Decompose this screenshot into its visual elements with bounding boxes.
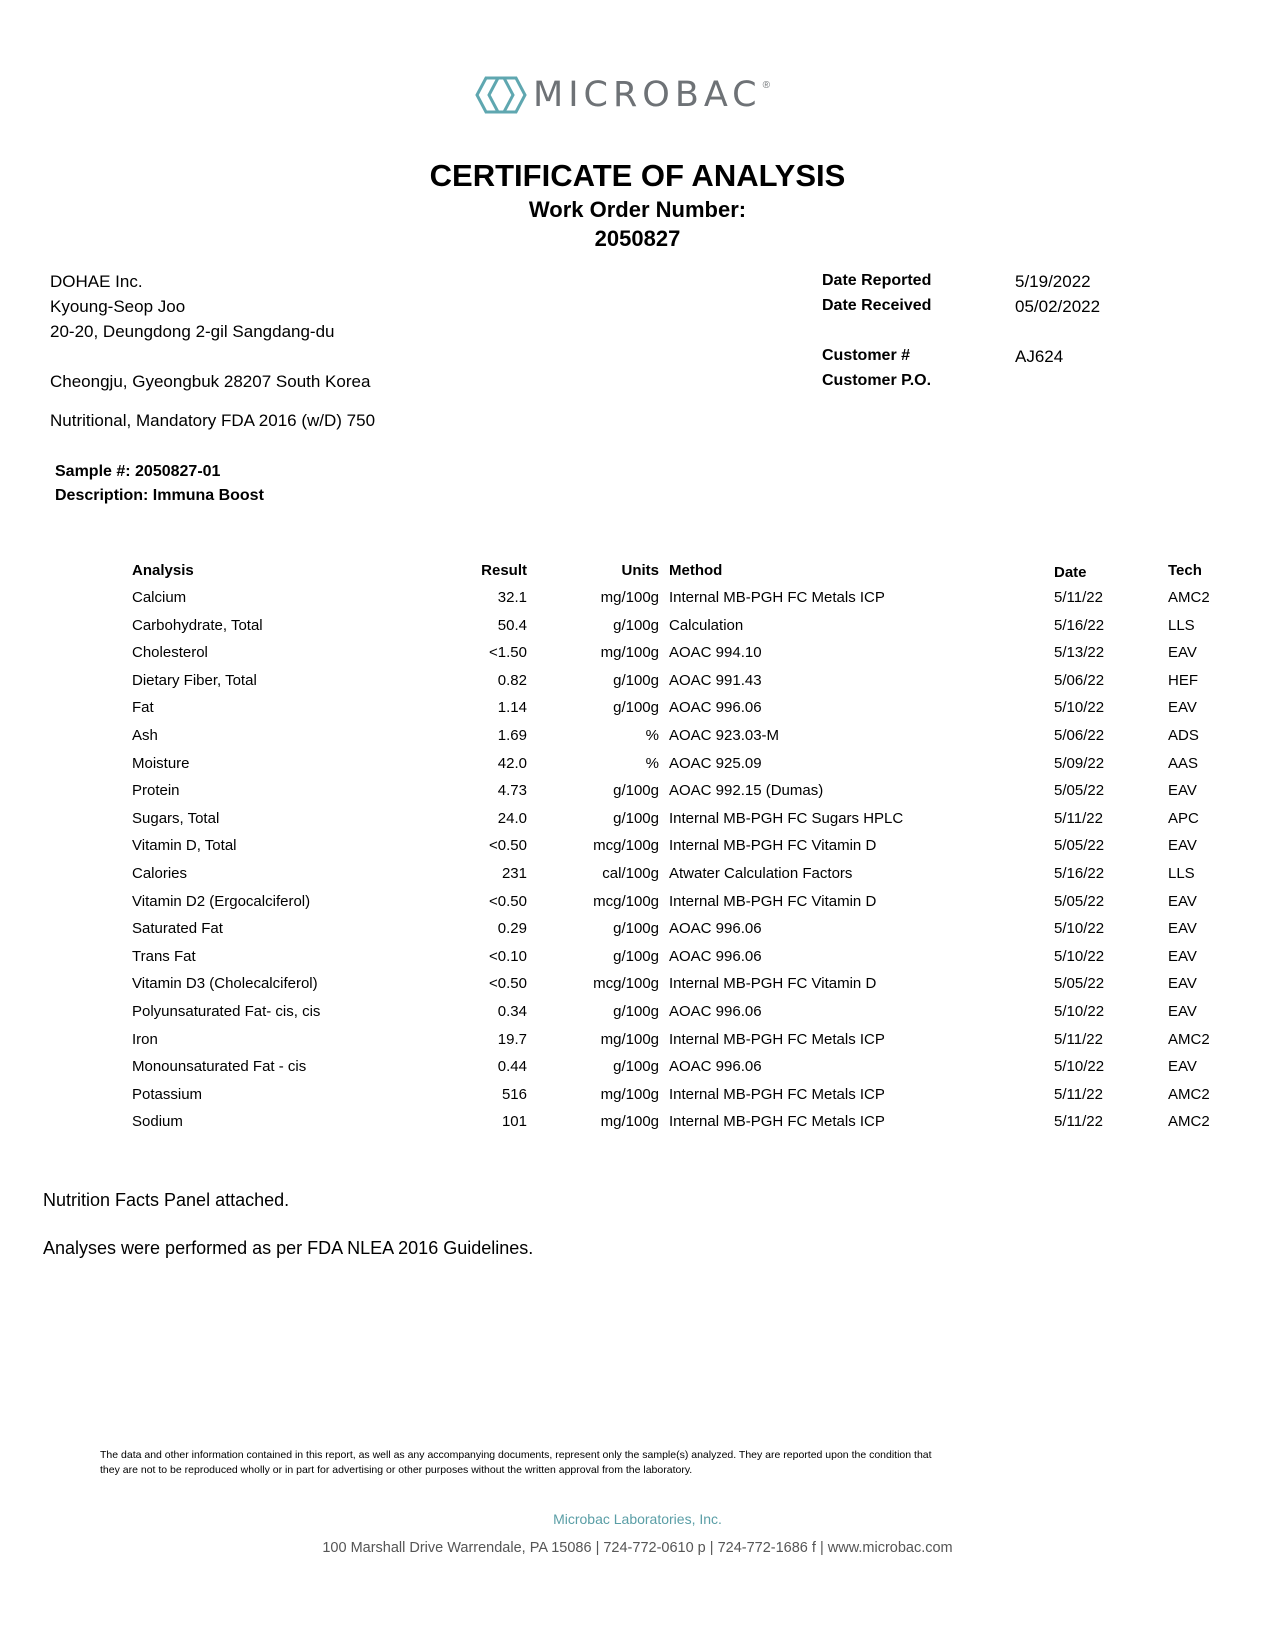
customer-street: 20-20, Deungdong 2-gil Sangdang-du <box>50 322 335 341</box>
cell-tech: EAV <box>1168 782 1197 800</box>
cell-units: g/100g <box>613 699 659 717</box>
note-nutrition-panel: Nutrition Facts Panel attached. <box>43 1190 290 1210</box>
cell-tech: EAV <box>1168 1058 1197 1076</box>
date-reported-value: 5/19/2022 <box>1015 272 1091 291</box>
cell-units: mg/100g <box>600 1030 659 1048</box>
cell-method: Internal MB-PGH FC Vitamin D <box>669 837 877 855</box>
cell-result: 231 <box>501 864 527 882</box>
cell-date: 5/11/22 <box>1054 1030 1103 1048</box>
cell-result: 0.34 <box>497 1002 527 1020</box>
cell-date: 5/10/22 <box>1054 1002 1105 1020</box>
cell-tech: LLS <box>1168 864 1195 882</box>
cell-analysis: Iron <box>132 1030 158 1048</box>
cell-date: 5/05/22 <box>1054 892 1105 910</box>
cell-result: <0.50 <box>489 892 527 910</box>
cell-analysis: Trans Fat <box>132 947 196 965</box>
cell-result: 50.4 <box>497 616 527 634</box>
cell-method: AOAC 994.10 <box>669 644 762 662</box>
cell-result: 101 <box>501 1113 527 1131</box>
cell-tech: EAV <box>1168 920 1197 938</box>
footer-address: 100 Marshall Drive Warrendale, PA 15086 | 724-772-0610 p | 724-772-1686 f | www.microbac.com <box>322 1540 953 1556</box>
cell-analysis: Monounsaturated Fat - cis <box>132 1058 307 1076</box>
cell-analysis: Carbohydrate, Total <box>132 616 263 634</box>
header-date: Date <box>1054 564 1087 581</box>
cell-units: mcg/100g <box>593 837 659 855</box>
cell-analysis: Vitamin D3 (Cholecalciferol) <box>132 975 318 993</box>
cell-analysis: Protein <box>132 782 180 800</box>
cell-analysis: Sugars, Total <box>132 809 220 827</box>
cell-date: 5/10/22 <box>1054 699 1105 717</box>
sample-description: Description: Immuna Boost <box>55 487 264 504</box>
cell-method: AOAC 923.03-M <box>669 726 780 744</box>
cell-analysis: Vitamin D, Total <box>132 837 237 855</box>
cell-method: AOAC 996.06 <box>669 1058 762 1076</box>
sample-number: Sample #: 2050827-01 <box>55 463 221 480</box>
cell-units: cal/100g <box>602 864 659 882</box>
cell-result: <0.50 <box>489 975 527 993</box>
cell-result: 1.69 <box>497 726 527 744</box>
cell-tech: APC <box>1168 809 1199 827</box>
cell-analysis: Sodium <box>132 1113 183 1131</box>
note-guidelines: Analyses were performed as per FDA NLEA 2016 Guidelines. <box>43 1238 534 1258</box>
cell-tech: EAV <box>1168 892 1197 910</box>
cell-date: 5/10/22 <box>1054 947 1105 965</box>
cell-method: AOAC 991.43 <box>669 671 762 689</box>
cell-date: 5/05/22 <box>1054 782 1105 800</box>
customer-contact: Kyoung-Seop Joo <box>50 297 186 316</box>
cell-tech: HEF <box>1168 671 1198 689</box>
cell-units: g/100g <box>613 947 659 965</box>
cell-result: 516 <box>501 1085 527 1103</box>
cell-units: g/100g <box>613 920 659 938</box>
cell-analysis: Vitamin D2 (Ergocalciferol) <box>132 892 311 910</box>
cell-date: 5/10/22 <box>1054 920 1105 938</box>
cell-date: 5/09/22 <box>1054 754 1105 772</box>
cell-units: g/100g <box>613 616 659 634</box>
cell-date: 5/10/22 <box>1054 1058 1105 1076</box>
cell-date: 5/11/22 <box>1054 809 1103 827</box>
cell-analysis: Potassium <box>132 1085 203 1103</box>
cell-analysis: Ash <box>132 726 158 744</box>
cell-units: mcg/100g <box>593 975 659 993</box>
microbac-logo <box>475 74 770 116</box>
cell-result: <1.50 <box>489 644 527 662</box>
cell-analysis: Saturated Fat <box>132 920 223 938</box>
cell-analysis: Fat <box>132 699 154 717</box>
work-order-label: Work Order Number: <box>528 197 747 222</box>
cell-method: Atwater Calculation Factors <box>669 864 853 882</box>
cell-date: 5/13/22 <box>1054 644 1105 662</box>
cell-tech: AMC2 <box>1168 1030 1210 1048</box>
cell-units: mcg/100g <box>593 892 659 910</box>
cell-method: AOAC 996.06 <box>669 947 762 965</box>
date-received-value: 05/02/2022 <box>1015 297 1101 316</box>
cell-units: g/100g <box>613 1058 659 1076</box>
document-title: CERTIFICATE OF ANALYSIS <box>429 158 846 193</box>
cell-method: AOAC 996.06 <box>669 920 762 938</box>
cell-result: 0.44 <box>497 1058 527 1076</box>
header-units: Units <box>621 562 659 579</box>
cell-analysis: Cholesterol <box>132 644 208 662</box>
cell-units: mg/100g <box>600 1113 659 1131</box>
registered-mark: ® <box>762 80 770 91</box>
cell-date: 5/06/22 <box>1054 726 1105 744</box>
cell-analysis: Calcium <box>132 589 187 606</box>
cell-tech: EAV <box>1168 1002 1197 1020</box>
cell-analysis: Dietary Fiber, Total <box>132 671 257 689</box>
header-analysis: Analysis <box>132 562 194 579</box>
cell-tech: EAV <box>1168 947 1197 965</box>
cell-result: 42.0 <box>497 754 527 772</box>
cell-method: Internal MB-PGH FC Sugars HPLC <box>669 809 904 827</box>
customer-city: Cheongju, Gyeongbuk 28207 South Korea <box>50 372 371 391</box>
date-reported-label: Date Reported <box>822 272 932 289</box>
product-line: Nutritional, Mandatory FDA 2016 (w/D) 750 <box>50 411 376 430</box>
cell-date: 5/16/22 <box>1054 864 1105 882</box>
cell-method: Internal MB-PGH FC Vitamin D <box>669 892 877 910</box>
cell-units: % <box>645 754 659 772</box>
customer-number-value: AJ624 <box>1015 347 1064 366</box>
cell-result: <0.10 <box>489 947 527 965</box>
cell-date: 5/05/22 <box>1054 975 1105 993</box>
cell-tech: ADS <box>1168 726 1199 744</box>
date-received-label: Date Received <box>822 297 932 314</box>
cell-tech: AAS <box>1168 754 1199 772</box>
cell-method: AOAC 992.15 (Dumas) <box>669 782 824 800</box>
header-method: Method <box>669 562 723 579</box>
cell-date: 5/11/22 <box>1054 589 1103 606</box>
customer-company: DOHAE Inc. <box>50 272 143 291</box>
cell-units: g/100g <box>613 782 659 800</box>
cell-analysis: Polyunsaturated Fat- cis, cis <box>132 1002 321 1020</box>
cell-result: 19.7 <box>497 1030 527 1048</box>
cell-tech: LLS <box>1168 616 1195 634</box>
cell-method: Internal MB-PGH FC Metals ICP <box>669 1030 885 1048</box>
cell-result: 4.73 <box>497 782 527 800</box>
cell-units: mg/100g <box>600 1085 659 1103</box>
cell-result: 1.14 <box>497 699 527 717</box>
header-tech: Tech <box>1168 562 1202 579</box>
cell-method: AOAC 996.06 <box>669 699 762 717</box>
cell-analysis: Calories <box>132 864 188 882</box>
cell-date: 5/05/22 <box>1054 837 1105 855</box>
cell-result: 24.0 <box>497 809 527 827</box>
cell-units: % <box>645 726 659 744</box>
cell-date: 5/11/22 <box>1054 1085 1103 1103</box>
cell-units: g/100g <box>613 809 659 827</box>
customer-po-label: Customer P.O. <box>822 372 932 389</box>
cell-tech: EAV <box>1168 975 1197 993</box>
header-result: Result <box>481 562 527 579</box>
cell-tech: EAV <box>1168 837 1197 855</box>
cell-method: Calculation <box>669 616 744 634</box>
cell-units: mg/100g <box>600 644 659 662</box>
cell-analysis: Moisture <box>132 754 190 772</box>
disclaimer: The data and other information contained in this report, as well as any accompanying documents, represent only the sample(s) analyzed. They are reported upon the condition that they are not to be reproduced wholly or in part for advertising or other purposes without the written approval from the laboratory. <box>100 1449 932 1476</box>
cell-method: Internal MB-PGH FC Metals ICP <box>669 1113 885 1131</box>
customer-number-label: Customer # <box>822 347 911 364</box>
cell-units: g/100g <box>613 671 659 689</box>
cell-method: Internal MB-PGH FC Metals ICP <box>669 1085 885 1103</box>
cell-method: Internal MB-PGH FC Vitamin D <box>669 975 877 993</box>
cell-result: 0.82 <box>497 671 527 689</box>
cell-result: <0.50 <box>489 837 527 855</box>
work-order-number: 2050827 <box>594 226 681 251</box>
cell-date: 5/16/22 <box>1054 616 1105 634</box>
footer-company: Microbac Laboratories, Inc. <box>553 1511 722 1527</box>
cell-tech: AMC2 <box>1168 589 1210 606</box>
cell-result: 0.29 <box>497 920 527 938</box>
cell-method: Internal MB-PGH FC Metals ICP <box>669 589 885 606</box>
cell-tech: AMC2 <box>1168 1085 1210 1103</box>
cell-units: g/100g <box>613 1002 659 1020</box>
cell-units: mg/100g <box>600 589 659 606</box>
cell-tech: AMC2 <box>1168 1113 1210 1131</box>
cell-method: AOAC 996.06 <box>669 1002 762 1020</box>
cell-result: 32.1 <box>497 589 527 606</box>
cell-method: AOAC 925.09 <box>669 754 762 772</box>
cell-date: 5/06/22 <box>1054 671 1105 689</box>
logo-wordmark: MICROBAC <box>533 74 762 115</box>
hexagon-logo-icon <box>475 74 527 116</box>
cell-tech: EAV <box>1168 644 1197 662</box>
cell-date: 5/11/22 <box>1054 1113 1103 1131</box>
cell-tech: EAV <box>1168 699 1197 717</box>
